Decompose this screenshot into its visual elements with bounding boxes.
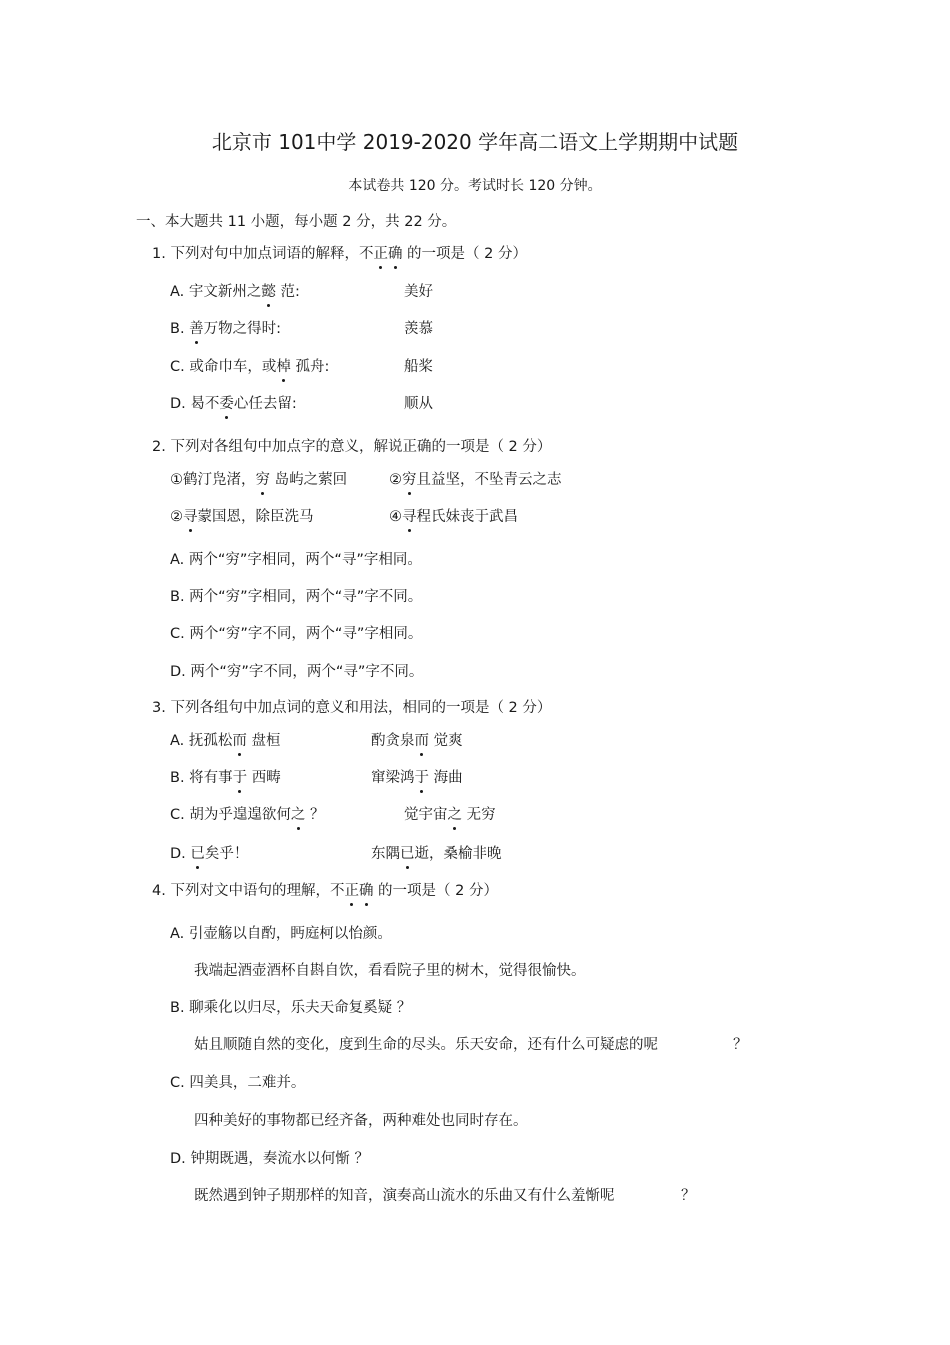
- question-3-stem: 3. 下列各组句中加点词的意义和用法，相同的一项是（ 2 分）: [152, 700, 552, 716]
- emphasis-char: 确: [358, 883, 374, 899]
- q4-option-a: A. 引壶觞以自酌，眄庭柯以怡颜。: [170, 926, 392, 942]
- page-title: 北京市 101中学 2019-2020 学年高二语文上学期期中试题: [211, 130, 739, 154]
- q3-option-c-right: 觉宇宙之 无穷: [404, 807, 496, 823]
- exam-info: 本试卷共 120 分。考试时长 120 分钟。: [348, 178, 602, 194]
- emphasis-char: 已: [400, 846, 415, 862]
- emphasis-char: 之: [447, 807, 462, 823]
- q3-option-b-right: 窜梁鸿于 海曲: [371, 770, 463, 786]
- q1-option-c-meaning: 船桨: [404, 359, 433, 375]
- emphasis-char: 已: [190, 846, 205, 862]
- emphasis-char: 而: [414, 733, 429, 749]
- q3-option-a-left: A. 抚孤松而 盘桓: [170, 733, 281, 749]
- q2-sentence-4: ④寻程氏妹丧于武昌: [389, 509, 518, 525]
- q2-sentence-1: ①鹤汀凫渚，穷 岛屿之萦回: [170, 472, 348, 488]
- q1-option-d-meaning: 顺从: [404, 396, 433, 412]
- q4-option-d-question-mark: ？: [681, 1188, 696, 1204]
- q2-sentence-2: ②穷且益坚，不坠青云之志: [389, 472, 562, 488]
- emphasis-char: 正: [373, 246, 388, 262]
- emphasis-char: 正: [344, 883, 359, 899]
- q1-option-c: C. 或命巾车，或棹 孤舟:: [170, 359, 330, 375]
- q1-option-d: D. 曷不委心任去留:: [170, 396, 297, 412]
- q1-option-a-meaning: 美好: [404, 284, 433, 300]
- q4-option-b-explanation: 姑且顺随自然的变化，度到生命的尽头。乐天安命，还有什么可疑虑的呢: [194, 1037, 658, 1053]
- emphasis-char: 委: [219, 396, 234, 412]
- q2-option-a: A. 两个“穷”字相同，两个“寻”字相同。: [170, 552, 422, 568]
- q4-option-a-explanation: 我端起酒壶酒杯自斟自饮，看看院子里的树木，觉得很愉快。: [194, 963, 586, 979]
- q4-option-d: D. 钟期既遇，奏流水以何惭 ？: [170, 1151, 369, 1167]
- q3-option-b-left: B. 将有事于 西畴: [170, 770, 281, 786]
- emphasis-char: 之: [290, 807, 306, 823]
- question-1-stem: 1. 下列对句中加点词语的解释，不正确 的一项是（ 2 分）: [152, 246, 528, 262]
- question-4-stem: 4. 下列对文中语句的理解，不正确 的一项是（ 2 分）: [152, 883, 499, 899]
- section-heading: 一、本大题共 11 小题，每小题 2 分，共 22 分。: [136, 214, 457, 230]
- q3-option-a-right: 酌贪泉而 觉爽: [371, 733, 463, 749]
- emphasis-char: 穷: [255, 472, 270, 488]
- question-2-stem: 2. 下列对各组句中加点字的意义，解说正确的一项是（ 2 分）: [152, 439, 552, 455]
- q4-option-d-explanation: 既然遇到钟子期那样的知音，演奏高山流水的乐曲又有什么羞惭呢: [194, 1188, 615, 1204]
- q4-option-b: B. 聊乘化以归尽，乐夫天命复奚疑 ？: [170, 1000, 412, 1016]
- q3-option-d-right: 东隅已逝，桑榆非晚: [371, 846, 502, 862]
- emphasis-char: 而: [232, 733, 247, 749]
- q2-option-c: C. 两个“穷”字不同，两个“寻”字相同。: [170, 626, 423, 642]
- q4-option-c-explanation: 四种美好的事物都已经齐备，两种难处也同时存在。: [194, 1113, 528, 1129]
- q1-option-b-meaning: 羡慕: [404, 321, 433, 337]
- emphasis-char: 于: [414, 770, 429, 786]
- q2-sentence-3: ②寻蒙国恩，除臣洗马: [170, 509, 314, 525]
- emphasis-char: 于: [232, 770, 248, 786]
- emphasis-char: 寻: [402, 509, 417, 525]
- q4-option-b-question-mark: ？: [733, 1037, 748, 1053]
- q2-option-d: D. 两个“穷”字不同，两个“寻”字不同。: [170, 664, 424, 680]
- q3-option-d-left: D. 已矣乎！: [170, 846, 249, 862]
- q1-option-b: B. 善万物之得时:: [170, 321, 282, 337]
- emphasis-char: 棹: [276, 359, 291, 375]
- emphasis-char: 懿: [261, 284, 276, 300]
- emphasis-char: 善: [189, 321, 204, 337]
- q3-option-c-left: C. 胡为乎遑遑欲何之 ？: [170, 807, 325, 823]
- emphasis-char: 穷: [402, 472, 417, 488]
- emphasis-char: 寻: [183, 509, 198, 525]
- q2-option-b: B. 两个“穷”字相同，两个“寻”字不同。: [170, 589, 423, 605]
- emphasis-char: 确: [387, 246, 403, 262]
- q1-option-a: A. 宇文新州之懿 范:: [170, 284, 300, 300]
- q4-option-c: C. 四美具，二难并。: [170, 1075, 306, 1091]
